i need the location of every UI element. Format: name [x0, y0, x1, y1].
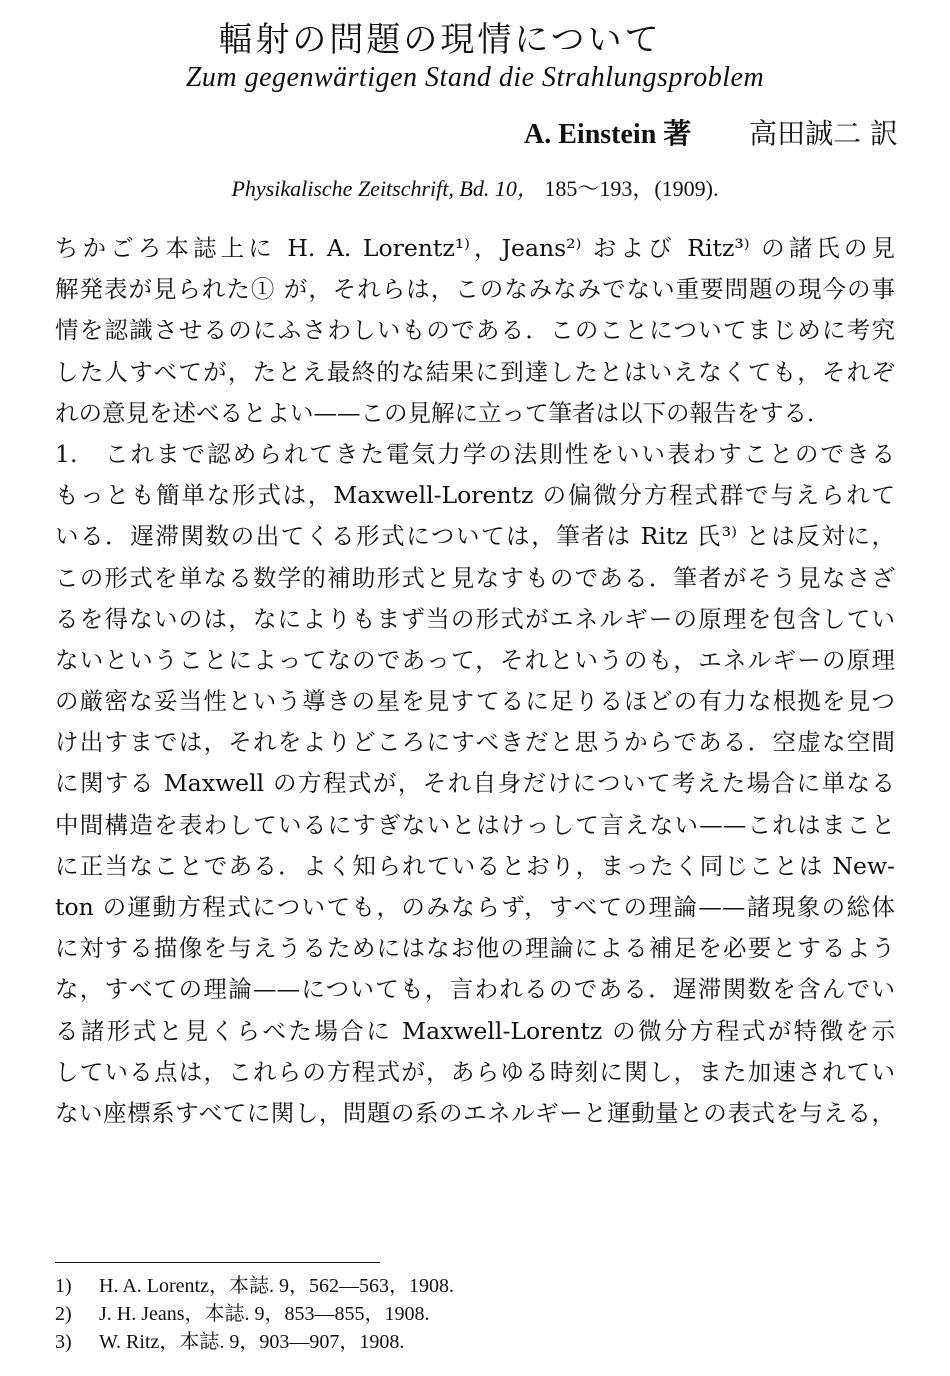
body-line: した人すべてが，たとえ最終的な結果に到達したとはいえなくても，それぞ: [55, 357, 895, 386]
body-line: いる．遅滞関数の出てくる形式については，筆者は Ritz 氏³⁾ とは反対に，: [55, 522, 895, 551]
body-line: この形式を単なる数学的補助形式と見なすものである．筆者がそう見なさざ: [55, 563, 895, 592]
body-line: れの意見を述べるとよい——この見解に立って筆者は以下の報告をする．: [55, 398, 831, 427]
body-line: 解発表が見られた① が，それらは，このなみなみでない重要問題の現今の事: [55, 275, 895, 304]
body-line: な，すべての理論——についても，言われるのである．遅滞関数を含んでい: [55, 975, 895, 1004]
body-line: もっとも簡単な形式は，Maxwell-Lorentz の偏微分方程式群で与えられて: [55, 481, 895, 510]
footnote-2: [55, 1300, 755, 1328]
body-line: ton の運動方程式についても，のみならず，すべての理論——諸現象の総体: [55, 893, 895, 921]
body-line: に正当なことである．よく知られているとおり，まったく同じことは New-: [55, 851, 895, 880]
body-line: ない座標系すべてに関し，問題の系のエネルギーと運動量との表式を与える，: [55, 1098, 895, 1127]
journal-pages-year: 185〜193，(1909).: [544, 176, 719, 201]
body-line: 中間構造を表わしているにすぎないとはけっして言えない——これはまこと: [55, 810, 895, 839]
footnote-text: W. Ritz，本誌. 9，903—907，1908.: [99, 1331, 405, 1353]
body-line: に関する Maxwell の方程式が，それ自身だけについて考えた場合に単なる: [55, 769, 895, 798]
body-line: ちかごろ本誌上に H. A. Lorentz¹⁾，Jeans²⁾ および Ritz³⁾ の諸氏の見: [55, 234, 895, 262]
footnote-number: 1): [55, 1275, 72, 1297]
page-title: 輻射の問題の現情について: [218, 20, 662, 60]
footnote-number: 2): [55, 1303, 72, 1325]
journal-citation: [0, 172, 950, 203]
body-line: るを得ないのは，なによりもまず当の形式がエネルギーの原理を包含してい: [55, 604, 895, 633]
journal-name: Physikalische Zeitschrift,: [231, 176, 454, 201]
body-text: [55, 228, 895, 1134]
body-line: の厳密な妥当性という導きの星を見すてるに足りるほどの有力な根拠を見つ: [55, 687, 895, 716]
footnote-3: [55, 1328, 755, 1356]
footnote-1: [55, 1272, 755, 1300]
author-name: A. Einstein 著: [524, 119, 692, 150]
footnote-divider: [55, 1262, 380, 1263]
footnote-text: J. H. Jeans，本誌. 9，853—855，1908.: [99, 1303, 430, 1325]
translator-name: 高田誠二 訳: [749, 117, 898, 150]
body-line: る諸形式と見くらべた場合に Maxwell-Lorentz の微分方程式が特徴を示: [55, 1016, 895, 1045]
footnotes: [55, 1272, 755, 1356]
footnote-text: H. A. Lorentz，本誌. 9，562—563，1908.: [99, 1275, 454, 1297]
body-line: に対する描像を与えうるためにはなお他の理論による補足を必要とするよう: [55, 934, 895, 963]
author-line: [524, 112, 898, 152]
body-line: ないということによってなのであって，それというのも，エネルギーの原理: [55, 645, 895, 674]
journal-volume: Bd. 10，: [459, 176, 539, 201]
body-line: している点は，これらの方程式が，あらゆる時刻に関し，また加速されてい: [55, 1057, 895, 1086]
body-line: 情を認識させるのにふさわしいものである．このことについてまじめに考究: [55, 316, 895, 345]
body-line: 1. これまで認められてきた電気力学の法則性をいい表わすことのできる: [55, 439, 895, 468]
german-subtitle: Zum gegenwärtigen Stand die Strahlungsproblem: [185, 62, 765, 93]
footnote-number: 3): [55, 1331, 72, 1353]
body-line: け出すまでは，それをよりどころにすべきだと思うからである．空虚な空間: [55, 728, 895, 757]
